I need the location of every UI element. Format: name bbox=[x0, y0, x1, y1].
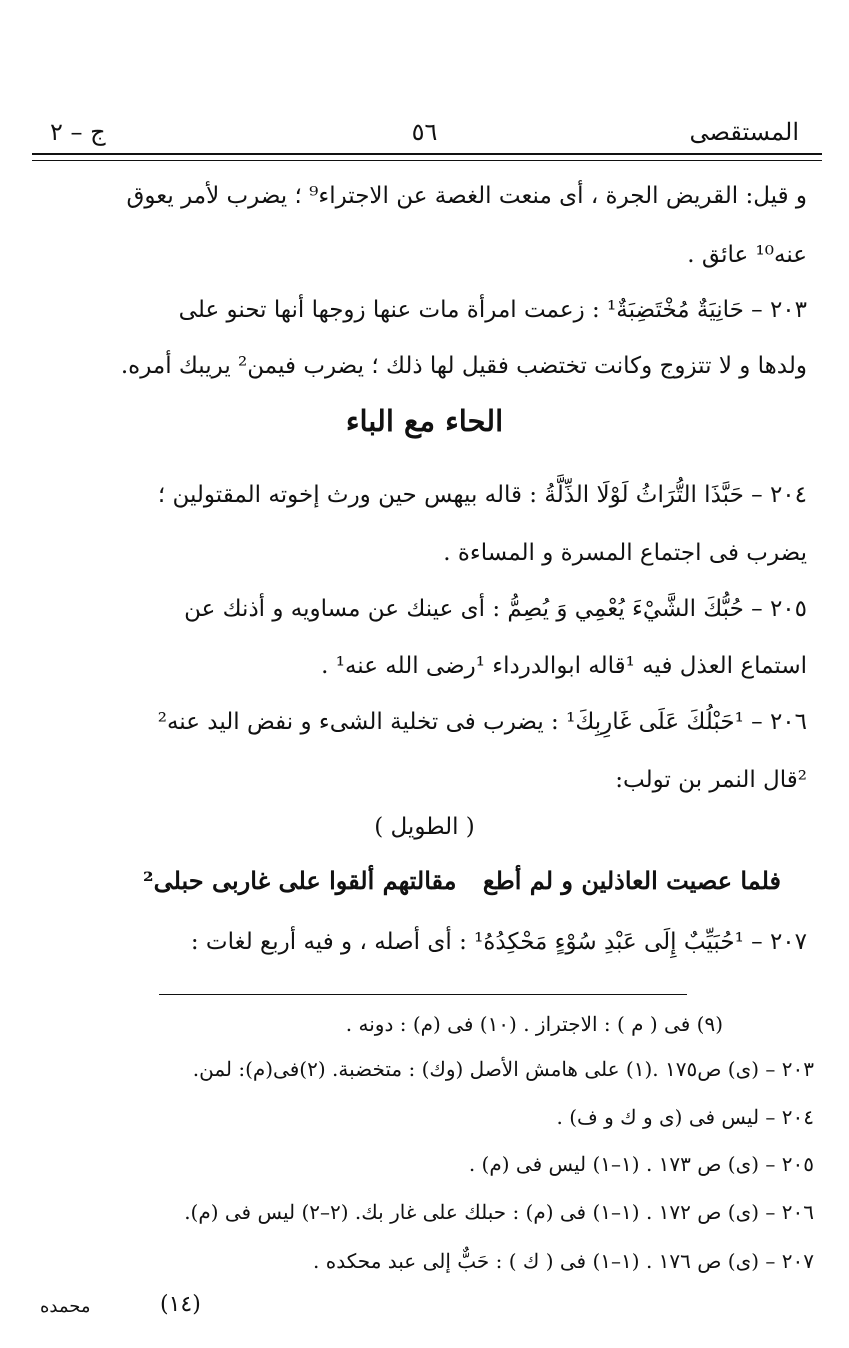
entry-203-line-2: ولدها و لا تتزوج وكانت تختضب فقيل لها ذلك ؛ يضرب فيمن² يريبك أمره. bbox=[120, 353, 807, 379]
running-header bbox=[50, 118, 799, 158]
footnote-1: (٩) فى ( م ) : الاجتراز . (١٠) فى (م) : دونه . bbox=[345, 1012, 723, 1036]
poetic-meter: ( الطويل ) bbox=[374, 814, 475, 840]
text-line-2: عنه¹⁰ عائق . bbox=[687, 242, 807, 268]
entry-206-line-2: ²قال النمر بن تولب: bbox=[615, 767, 807, 793]
entry-204-line-1: ٢٠٤ – حَبَّذَا التُّرَاثُ لَوْلَا الذِّلَّةُ : قاله بيهس حين ورث إخوته المقتولين ؛ bbox=[157, 482, 807, 508]
footnote-rule bbox=[159, 994, 687, 995]
verse-hemistich-1: فلما عصيت العاذلين و لم أطع bbox=[482, 866, 781, 895]
volume-label: ج – ٢ bbox=[50, 118, 106, 146]
entry-207-line-1: ٢٠٧ – ¹حُبَيِّبٌ إِلَى عَبْدِ سُوْءٍ مَحْكِدُهُ¹ : أى أصله ، و فيه أربع لغات : bbox=[190, 929, 807, 955]
book-title: المستقصى bbox=[689, 118, 799, 146]
footnote-207: ٢٠٧ – (ى) ص ١٧٦ . (١–١) فى ( ك ) : حَبٌّ إلى عبد محكده . bbox=[313, 1249, 814, 1273]
verse-hemistich-2: مقالتهم ألقوا على غاربى حبلى² bbox=[143, 866, 457, 895]
footnote-203: ٢٠٣ – (ى) ص١٧٥ .(١) على هامش الأصل (وك) : متخضبة. (٢)فى(م): لمن. bbox=[192, 1057, 814, 1081]
header-rule-thin bbox=[32, 160, 822, 161]
entry-204-line-2: يضرب فى اجتماع المسرة و المساءة . bbox=[443, 540, 807, 566]
section-heading: الحاء مع الباء bbox=[345, 404, 504, 438]
verse bbox=[68, 866, 781, 895]
header-rule-thick bbox=[32, 153, 822, 155]
entry-206-line-1: ٢٠٦ – ¹حَبْلُكَ عَلَى غَارِبِكَ¹ : يضرب فى تخلية الشىء و نفض اليد عنه² bbox=[157, 709, 807, 735]
footnote-206: ٢٠٦ – (ى) ص ١٧٢ . (١–١) فى (م) : حبلك على غار بك. (٢–٢) ليس فى (م). bbox=[184, 1200, 814, 1224]
entry-205-line-1: ٢٠٥ – حُبُّكَ الشَّيْءَ يُعْمِي وَ يُصِمُّ : أى عينك عن مساويه و أذنك عن bbox=[184, 596, 807, 622]
sheet-number: (١٤) bbox=[160, 1292, 201, 1317]
entry-205-line-2: استماع العذل فيه ¹قاله ابوالدرداء ¹رضى الله عنه¹ . bbox=[321, 653, 807, 679]
page-number: ٥٦ bbox=[411, 118, 438, 146]
text-line-1: و قيل: القريض الجرة ، أى منعت الغصة عن الاجتراء⁹ ؛ يضرب لأمر يعوق bbox=[126, 183, 807, 209]
footnote-204: ٢٠٤ – ليس فى (ى و ك و ف) . bbox=[556, 1105, 814, 1129]
signature-mark: محمده bbox=[40, 1296, 91, 1317]
footnote-205: ٢٠٥ – (ى) ص ١٧٣ . (١–١) ليس فى (م) . bbox=[468, 1152, 814, 1176]
entry-203-line-1: ٢٠٣ – حَانِيَةٌ مُخْتَضِبَةٌ¹ : زعمت امرأة مات عنها زوجها أنها تحنو على bbox=[178, 297, 807, 323]
